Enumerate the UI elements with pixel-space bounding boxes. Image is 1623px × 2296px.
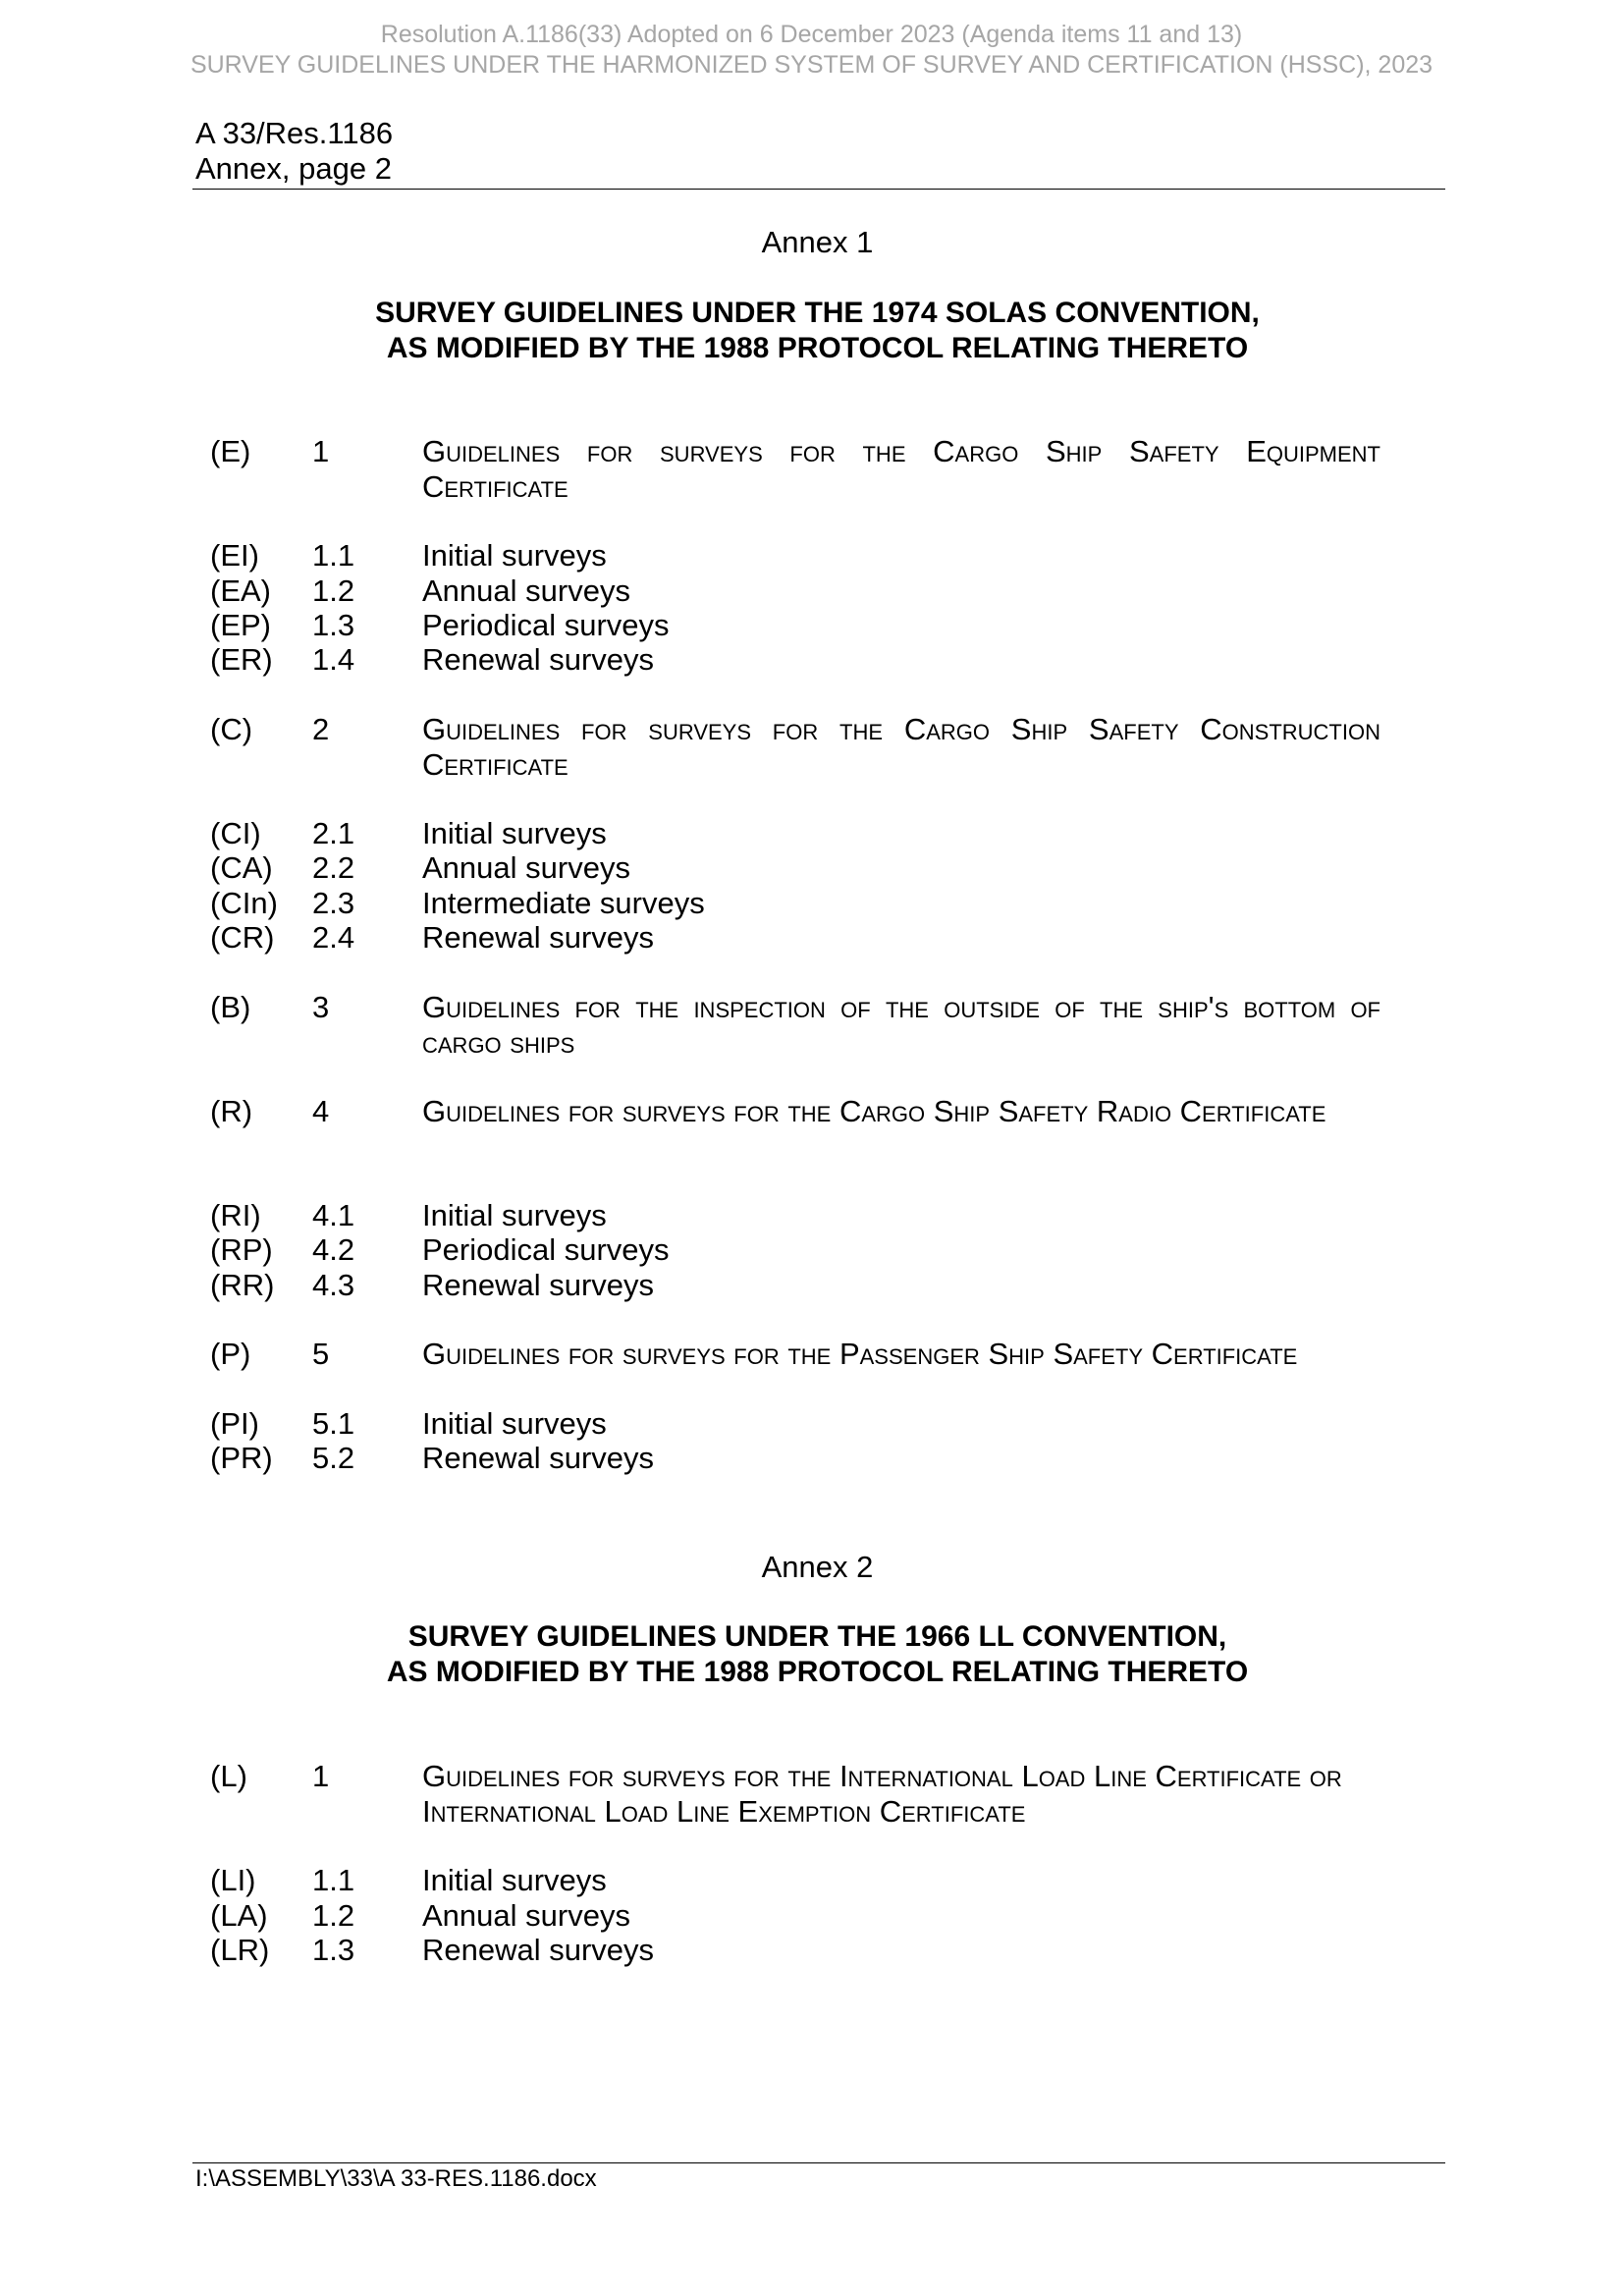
item-code: (EA) bbox=[210, 574, 271, 608]
document-reference: A 33/Res.1186 bbox=[195, 116, 394, 150]
annex-2-title: Annex 2 bbox=[761, 1550, 874, 1584]
header-rule bbox=[192, 189, 1445, 190]
item-number: 4.2 bbox=[312, 1232, 355, 1267]
list-item bbox=[0, 1268, 1623, 1303]
annex-2-heading-line-1: SURVEY GUIDELINES UNDER THE 1966 LL CONVENTION, bbox=[407, 1620, 1227, 1653]
item-code: (LA) bbox=[210, 1898, 268, 1933]
watermark-line-1: Resolution A.1186(33) Adopted on 6 December 2023 (Agenda items 11 and 13) bbox=[380, 21, 1243, 48]
item-code: (CIn) bbox=[210, 886, 278, 920]
list-item bbox=[0, 538, 1623, 574]
item-code: (LI) bbox=[210, 1863, 256, 1897]
section-title: Guidelines for surveys for the Passenger Ship Safety Certificate bbox=[422, 1337, 1298, 1371]
item-number: 1.1 bbox=[312, 1863, 355, 1897]
section-title: Guidelines for surveys for the Cargo Ship Safety Equipment Certificate bbox=[422, 434, 1380, 504]
item-label: Renewal surveys bbox=[422, 1933, 655, 1967]
item-code: (EI) bbox=[210, 538, 259, 573]
item-label: Periodical surveys bbox=[422, 608, 670, 642]
item-label: Initial surveys bbox=[422, 816, 607, 850]
footer-file-path: I:\ASSEMBLY\33\A 33-RES.1186.docx bbox=[195, 2165, 597, 2192]
item-code: (CR) bbox=[210, 920, 275, 955]
annex-1-heading-line-1: SURVEY GUIDELINES UNDER THE 1974 SOLAS CONVENTION, bbox=[375, 297, 1260, 329]
item-label: Initial surveys bbox=[422, 1863, 607, 1897]
section-code: (P) bbox=[210, 1337, 251, 1371]
item-number: 1.1 bbox=[312, 538, 355, 573]
item-number: 1.4 bbox=[312, 642, 355, 677]
list-item bbox=[0, 1441, 1623, 1476]
item-number: 1.3 bbox=[312, 608, 355, 642]
section-number: 1 bbox=[312, 1759, 330, 1793]
list-item bbox=[0, 1198, 1623, 1233]
list-item bbox=[0, 608, 1623, 643]
list-item bbox=[0, 574, 1623, 609]
item-label: Initial surveys bbox=[422, 538, 607, 573]
section-title: Guidelines for surveys for the International Load Line Certificate or International Load Line Exemption Certificate bbox=[422, 1759, 1342, 1829]
item-code: (PR) bbox=[210, 1441, 273, 1475]
list-item bbox=[0, 920, 1623, 956]
item-number: 1.3 bbox=[312, 1933, 355, 1967]
item-label: Renewal surveys bbox=[422, 642, 655, 677]
section-number: 4 bbox=[312, 1094, 330, 1128]
item-label: Annual surveys bbox=[422, 850, 630, 885]
section-code: (C) bbox=[210, 712, 253, 746]
footer-rule bbox=[192, 2162, 1445, 2163]
item-code: (CA) bbox=[210, 850, 273, 885]
item-code: (EP) bbox=[210, 608, 271, 642]
item-number: 4.1 bbox=[312, 1198, 355, 1232]
section-title: Guidelines for surveys for the Cargo Ship Safety Construction Certificate bbox=[422, 712, 1380, 782]
section-code: (L) bbox=[210, 1759, 247, 1793]
item-label: Periodical surveys bbox=[422, 1232, 670, 1267]
item-number: 2.1 bbox=[312, 816, 355, 850]
item-code: (RP) bbox=[210, 1232, 273, 1267]
watermark-line-2: SURVEY GUIDELINES UNDER THE HARMONIZED SYSTEM OF SURVEY AND CERTIFICATION (HSSC), 2023 bbox=[189, 51, 1434, 79]
item-label: Renewal surveys bbox=[422, 1441, 655, 1475]
list-item bbox=[0, 1863, 1623, 1898]
section-title: Guidelines for surveys for the Cargo Ship Safety Radio Certificate bbox=[422, 1094, 1326, 1128]
annex-1-title: Annex 1 bbox=[761, 225, 874, 259]
item-number: 5.2 bbox=[312, 1441, 355, 1475]
section-number: 1 bbox=[312, 434, 330, 468]
item-number: 2.4 bbox=[312, 920, 355, 955]
page-indicator: Annex, page 2 bbox=[195, 151, 392, 186]
item-label: Initial surveys bbox=[422, 1198, 607, 1232]
section-number: 5 bbox=[312, 1337, 330, 1371]
list-item bbox=[0, 1406, 1623, 1442]
item-label: Renewal surveys bbox=[422, 1268, 655, 1302]
list-item bbox=[0, 1232, 1623, 1268]
annex-2-heading-line-2: AS MODIFIED BY THE 1988 PROTOCOL RELATING THERETO bbox=[386, 1656, 1249, 1688]
section-code: (R) bbox=[210, 1094, 253, 1128]
item-number: 1.2 bbox=[312, 574, 355, 608]
item-number: 2.3 bbox=[312, 886, 355, 920]
list-item bbox=[0, 642, 1623, 678]
item-number: 2.2 bbox=[312, 850, 355, 885]
list-item bbox=[0, 816, 1623, 851]
item-code: (RI) bbox=[210, 1198, 261, 1232]
item-label: Renewal surveys bbox=[422, 920, 655, 955]
list-item bbox=[0, 1933, 1623, 1968]
item-label: Initial surveys bbox=[422, 1406, 607, 1441]
section-number: 3 bbox=[312, 990, 330, 1024]
item-label: Annual surveys bbox=[422, 1898, 630, 1933]
item-code: (CI) bbox=[210, 816, 261, 850]
list-item bbox=[0, 1898, 1623, 1934]
item-code: (RR) bbox=[210, 1268, 275, 1302]
annex-1-heading-line-2: AS MODIFIED BY THE 1988 PROTOCOL RELATING THERETO bbox=[386, 332, 1249, 364]
item-code: (ER) bbox=[210, 642, 273, 677]
item-label: Intermediate surveys bbox=[422, 886, 705, 920]
item-code: (LR) bbox=[210, 1933, 270, 1967]
item-number: 1.2 bbox=[312, 1898, 355, 1933]
item-number: 5.1 bbox=[312, 1406, 355, 1441]
item-code: (PI) bbox=[210, 1406, 259, 1441]
section-code: (E) bbox=[210, 434, 251, 468]
section-number: 2 bbox=[312, 712, 330, 746]
section-code: (B) bbox=[210, 990, 251, 1024]
list-item bbox=[0, 886, 1623, 921]
item-label: Annual surveys bbox=[422, 574, 630, 608]
list-item bbox=[0, 850, 1623, 886]
item-number: 4.3 bbox=[312, 1268, 355, 1302]
section-title: Guidelines for the inspection of the outside of the ship's bottom of cargo ships bbox=[422, 990, 1380, 1060]
